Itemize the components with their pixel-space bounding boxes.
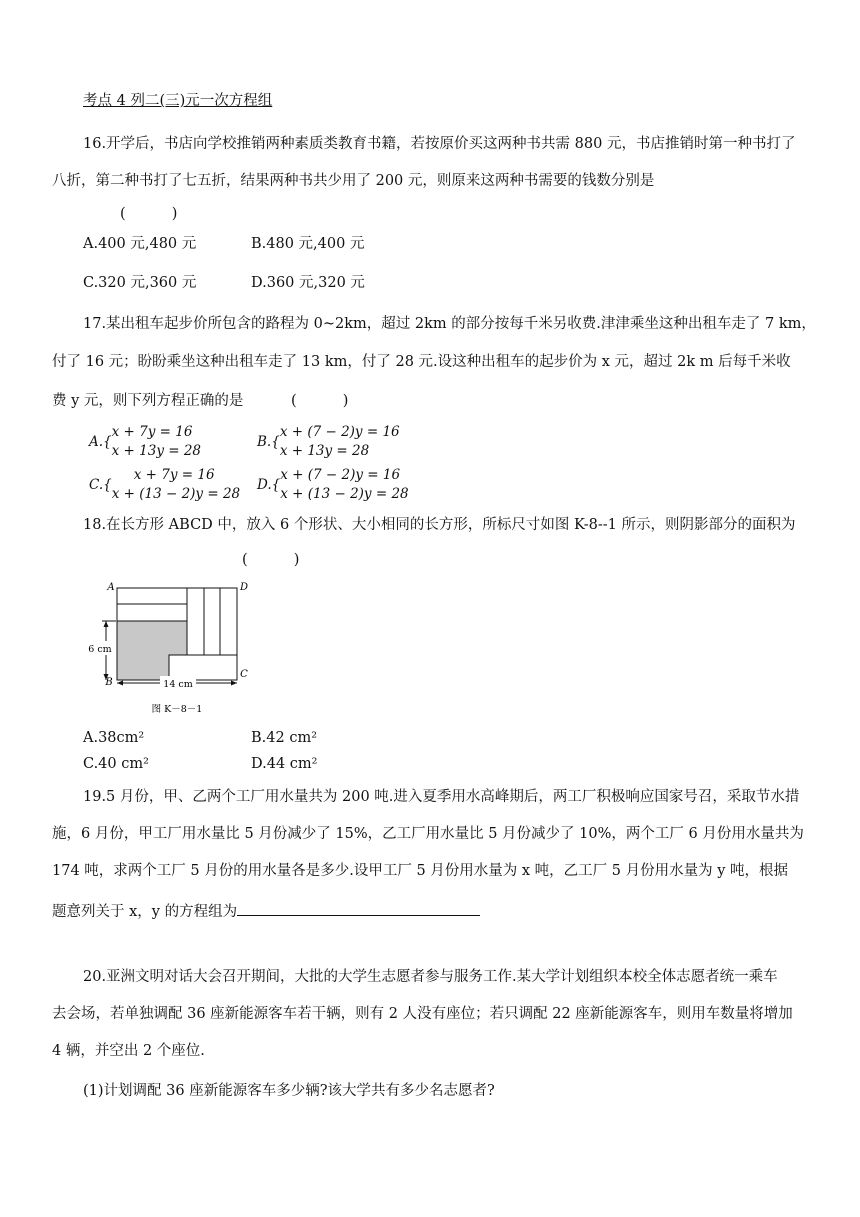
q20-line2: 去会场，若单独调配 36 座新能源客车若干辆，则有 2 人没有座位；若只调配 22 座新能源客车，则用车数量将增加 — [52, 1006, 793, 1022]
q18-option-d: D.44 cm² — [251, 756, 318, 772]
option-label: D.{ — [257, 477, 281, 493]
q16-answer-paren: ( ) — [120, 206, 178, 222]
answer-blank[interactable] — [237, 899, 480, 916]
vertex-label-c: C — [240, 669, 248, 680]
q18-option-c: C.40 cm² — [83, 756, 149, 772]
q16-line2: 八折，第二种书打了七五折，结果两种书共少用了 200 元，则原来这两种书需要的钱数分别是 — [52, 173, 655, 189]
q17-option-d — [257, 466, 409, 504]
option-label: A.{ — [89, 434, 112, 450]
height-label: 6 cm — [88, 644, 112, 655]
vertex-label-a: A — [107, 582, 115, 593]
equation: x + (7 − 2)y = 16 — [279, 424, 400, 440]
q17-line3: 费 y 元，则下列方程正确的是 — [52, 393, 244, 409]
equation: x + 7y = 16 — [111, 424, 193, 440]
q17-answer-paren: ( ) — [291, 393, 349, 409]
width-label: 14 cm — [163, 679, 193, 690]
q16-option-d: D.360 元,320 元 — [251, 275, 365, 291]
option-label: C.{ — [89, 477, 112, 493]
q19-line2: 施，6 月份，甲工厂用水量比 5 月份减少了 15%，乙工厂用水量比 5 月份减少了 10%，两个工厂 6 月份用水量共为 — [52, 826, 804, 842]
q17-line2: 付了 16 元；盼盼乘坐这种出租车走了 13 km，付了 28 元.设这种出租车的起步价为 x 元，超过 2k m 后每千米收 — [52, 354, 791, 370]
option-label: B.{ — [257, 434, 280, 450]
vertex-label-b: B — [105, 677, 113, 688]
q17-option-a — [89, 423, 201, 461]
q16-line1: 16.开学后，书店向学校推销两种素质类教育书籍，若按原价买这两种书共需 880 元，书店推销时第一种书打了 — [83, 136, 796, 152]
q19-line3: 174 吨，求两个工厂 5 月份的用水量各是多少.设甲工厂 5 月份用水量为 x 吨，乙工厂 5 月份用水量为 y 吨，根据 — [52, 863, 789, 879]
q19-line4-text: 题意列关于 x，y 的方程组为 — [52, 904, 238, 920]
equation: x + (7 − 2)y = 16 — [280, 467, 401, 483]
equation: x + (13 − 2)y = 28 — [111, 486, 241, 502]
section-heading: 考点 4 列二(三)元一次方程组 — [83, 93, 273, 109]
q20-sub1: (1)计划调配 36 座新能源客车多少辆?该大学共有多少名志愿者? — [83, 1083, 495, 1099]
figure-caption: 图 K－8－1 — [151, 704, 203, 715]
q16-option-a: A.400 元,480 元 — [83, 236, 197, 252]
q18-answer-paren: ( ) — [242, 552, 300, 568]
q18-option-b: B.42 cm² — [251, 730, 318, 746]
q16-option-b: B.480 元,400 元 — [251, 236, 365, 252]
arrow-head — [231, 681, 237, 686]
q16-option-c: C.320 元,360 元 — [83, 275, 197, 291]
equation: x + (13 − 2)y = 28 — [280, 486, 409, 502]
q19-line1: 19.5 月份，甲、乙两个工厂用水量共为 200 吨.进入夏季用水高峰期后，两工厂积极响应国家号召，采取节水措 — [83, 789, 800, 805]
equation: x + 13y = 28 — [279, 443, 370, 459]
q17-line1: 17.某出租车起步价所包含的路程为 0~2km，超过 2km 的部分按每千米另收费.津津乘坐这种出租车走了 7 km， — [83, 316, 816, 332]
q18-option-a: A.38cm² — [83, 730, 145, 746]
q17-option-b — [257, 423, 400, 461]
q19-line4 — [52, 899, 480, 922]
q17-option-c — [89, 466, 240, 504]
rectangle-figure-k8-1 — [80, 578, 260, 720]
arrow-head — [104, 621, 109, 627]
arrow-head — [117, 681, 123, 686]
vertex-label-d: D — [239, 582, 249, 593]
equation: x + 13y = 28 — [111, 443, 202, 459]
q18-line1: 18.在长方形 ABCD 中，放入 6 个形状、大小相同的长方形，所标尺寸如图 K-8--1 所示，则阴影部分的面积为 — [83, 517, 796, 533]
q20-line3: 4 辆，并空出 2 个座位. — [52, 1043, 205, 1059]
equation: x + 7y = 16 — [133, 467, 215, 483]
q20-line1: 20.亚洲文明对话大会召开期间，大批的大学生志愿者参与服务工作.某大学计划组织本校全体志愿者统一乘车 — [83, 969, 778, 985]
